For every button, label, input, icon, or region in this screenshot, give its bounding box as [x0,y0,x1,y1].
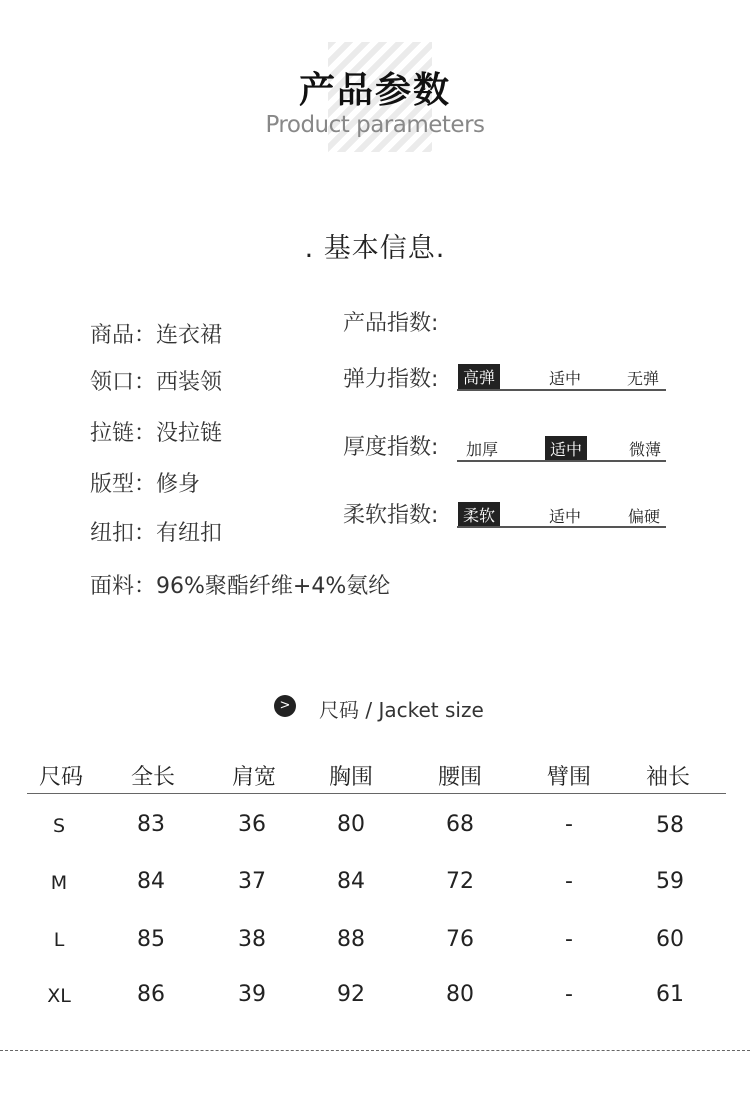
table-header-chest: 胸围 [328,765,373,790]
table-cell: 72 [446,869,474,894]
table-cell: 85 [137,927,165,952]
chevron-right-icon: > [274,695,296,717]
table-cell: 59 [656,869,684,894]
table-cell: - [565,982,573,1007]
bottom-dashed-divider [0,1050,750,1051]
section-title-basic-info: . 基本信息. [304,233,446,264]
table-cell: 86 [137,982,165,1007]
softness-option-soft: 柔软 [458,502,500,527]
table-header-size: 尺码 [38,765,83,790]
table-cell: M [50,872,68,894]
table-cell: - [565,869,573,894]
table-cell: 84 [337,869,365,894]
elasticity-option-high: 高弹 [458,364,500,389]
table-cell: L [53,929,65,951]
thickness-option-medium: 适中 [545,436,587,461]
table-header-sleeve: 袖长 [645,765,690,790]
table-cell: 61 [656,982,684,1007]
info-zipper: 拉链：没拉链 [90,421,223,446]
info-product: 商品：连衣裙 [90,323,223,348]
softness-option-stiff: 偏硬 [628,507,661,526]
softness-scale-line [457,526,666,528]
info-fit: 版型：修身 [90,472,201,497]
thickness-scale-line [457,460,666,462]
table-cell: 38 [238,927,266,952]
info-collar: 领口：西装领 [90,370,223,395]
table-header-length: 全长 [130,765,175,790]
table-cell: 80 [446,982,474,1007]
table-cell: S [52,815,66,837]
thickness-option-thin: 微薄 [629,440,662,459]
table-cell: 84 [137,869,165,894]
table-header-divider [27,793,726,794]
info-fabric: 面料：96%聚酯纤维+4%氨纶 [90,574,391,599]
softness-option-medium: 适中 [549,507,582,526]
table-header-arm: 臂围 [546,765,591,790]
table-cell: 37 [238,869,266,894]
table-cell: 76 [446,927,474,952]
elasticity-option-none: 无弹 [627,369,660,388]
table-cell: 83 [137,812,165,837]
thickness-option-thick: 加厚 [466,440,499,459]
table-cell: 58 [656,813,684,838]
index-label-elasticity: 弹力指数: [343,367,439,392]
table-header-waist: 腰围 [437,765,482,790]
table-cell: XL [47,985,71,1007]
info-buttons: 纽扣：有纽扣 [90,521,223,546]
table-cell: 88 [337,927,365,952]
index-label-thickness: 厚度指数: [343,435,439,460]
table-cell: 92 [337,982,365,1007]
table-cell: - [565,927,573,952]
elasticity-option-medium: 适中 [549,369,582,388]
page-title: 产品参数 [298,70,451,111]
table-cell: 80 [337,812,365,837]
table-cell: 68 [446,812,474,837]
table-cell: - [565,812,573,837]
index-heading: 产品指数: [343,311,439,336]
elasticity-scale-line [457,389,666,391]
table-cell: 36 [238,812,266,837]
table-header-shoulder: 肩宽 [231,765,276,790]
index-label-softness: 柔软指数: [343,503,439,528]
page-subtitle: Product parameters [265,112,485,138]
table-cell: 60 [656,927,684,952]
size-section-title: 尺码 / Jacket size [319,698,484,722]
table-cell: 39 [238,982,266,1007]
